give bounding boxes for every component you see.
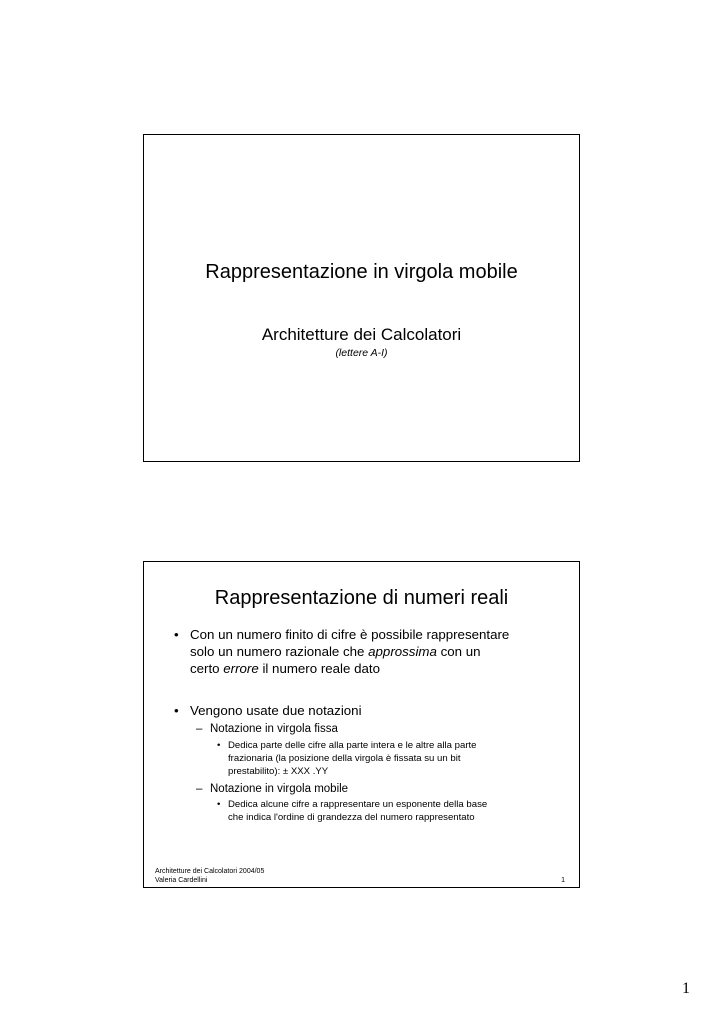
footer-course: Architetture dei Calcolatori 2004/05 xyxy=(155,868,265,875)
bullet-line: il numero reale dato xyxy=(258,661,380,676)
detail-line: prestabilito): ± XXX .YY xyxy=(228,765,329,777)
sub-bullet-floating-point xyxy=(196,782,556,796)
bullet-text: Vengono usate due notazioni xyxy=(190,703,362,718)
slide-2-title: Rappresentazione di numeri reali xyxy=(214,587,509,609)
detail-fixed-point xyxy=(217,740,547,778)
emphasis-approssima: approssima xyxy=(368,644,437,659)
sub-bullet-text: Notazione in virgola mobile xyxy=(210,783,349,795)
bullet-line: certo xyxy=(190,661,224,676)
bullet-marker: • xyxy=(174,627,179,642)
slide-1-title: Rappresentazione in virgola mobile xyxy=(205,261,518,283)
bullet-line: con un xyxy=(436,644,481,659)
dash-marker: – xyxy=(196,783,203,795)
slide-1-subtitle: Architetture dei Calcolatori xyxy=(261,325,462,344)
slide-1 xyxy=(143,134,580,462)
emphasis-errore: errore xyxy=(223,661,259,676)
bullet-marker: • xyxy=(217,740,221,751)
sub-bullet-fixed-point xyxy=(196,722,556,736)
detail-line: che indica l'ordine di grandezza del numero rappresentato xyxy=(228,811,475,823)
detail-floating-point xyxy=(217,799,547,825)
detail-line: Dedica alcune cifre a rappresentare un esponente della base xyxy=(228,799,488,810)
bullet-line: solo un numero razionale che xyxy=(190,644,369,659)
bullet-finite-digits xyxy=(174,626,554,677)
bullet-marker: • xyxy=(217,799,221,810)
slide-footer xyxy=(155,867,264,885)
detail-line: frazionaria (la posizione della virgola è fissata su un bit xyxy=(228,752,461,764)
sub-bullet-text: Notazione in virgola fissa xyxy=(210,723,338,735)
dash-marker: – xyxy=(196,723,203,735)
bullet-marker: • xyxy=(174,703,179,718)
detail-line: Dedica parte delle cifre alla parte intera e le altre alla parte xyxy=(228,740,477,751)
bullet-two-notations xyxy=(174,702,554,719)
slide-number: 1 xyxy=(561,877,565,884)
page-number: 1 xyxy=(682,980,690,997)
slide-2 xyxy=(143,561,580,888)
bullet-line: Con un numero finito di cifre è possibile rappresentare xyxy=(190,627,510,642)
slide-1-note: (lettere A-I) xyxy=(335,347,388,359)
footer-author: Valeria Cardellini xyxy=(155,877,208,884)
